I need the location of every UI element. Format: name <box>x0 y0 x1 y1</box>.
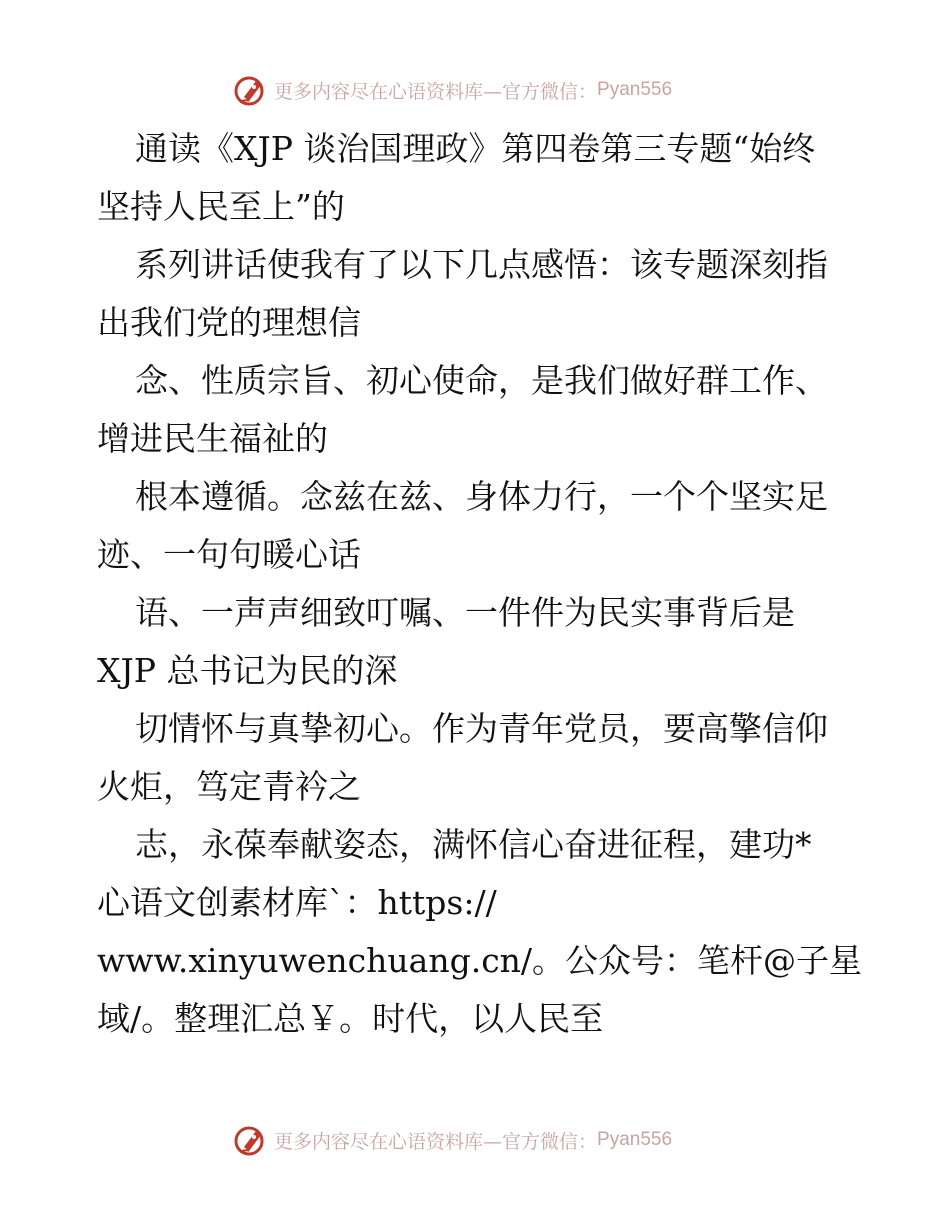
header-banner <box>0 70 950 110</box>
header-banner-text: 更多内容尽在心语资料库—官方微信： <box>274 80 598 103</box>
text-line: 火炬，笃定青衿之 <box>97 767 361 806</box>
text-line: 增进民生福祉的 <box>97 419 328 458</box>
footer-banner-handle: Pyan556 <box>597 1129 673 1150</box>
text-line: 根本遵循。念兹在兹、身体力行，一个个坚实足 <box>135 477 828 516</box>
text-line: www.xinyuwenchuang.cn/。公众号：笔杆@子星 <box>97 941 863 980</box>
pen-nib-logo-icon <box>232 72 268 108</box>
header-banner-handle: Pyan556 <box>597 79 673 100</box>
pen-nib-logo-icon <box>232 1122 268 1158</box>
footer-banner-content <box>232 1120 672 1160</box>
text-line: 系列讲话使我有了以下几点感悟：该专题深刻指 <box>135 245 828 284</box>
text-line: XJP 总书记为民的深 <box>97 651 398 690</box>
text-line: 志，永葆奉献姿态，满怀信心奋进征程，建功* <box>135 825 812 864</box>
footer-banner <box>0 1120 950 1160</box>
text-line: 坚持人民至上”的 <box>97 187 345 226</box>
footer-banner-text: 更多内容尽在心语资料库—官方微信： <box>274 1130 598 1153</box>
header-banner-content <box>232 70 672 110</box>
text-line: 切情怀与真挚初心。作为青年党员，要高擎信仰 <box>135 709 828 748</box>
text-line: 域/。整理汇总￥。时代，以人民至 <box>97 999 604 1038</box>
text-line: 迹、一句句暖心话 <box>97 535 361 574</box>
text-line: 出我们党的理想信 <box>97 303 361 342</box>
text-line: 语、一声声细致叮嘱、一件件为民实事背后是 <box>135 593 795 632</box>
text-line: 念、性质宗旨、初心使命，是我们做好群工作、 <box>135 361 828 400</box>
body-text <box>97 120 877 1048</box>
text-line: 心语文创素材库`：https:// <box>97 883 497 922</box>
text-line: 通读《XJP 谈治国理政》第四卷第三专题“始终 <box>135 129 816 168</box>
